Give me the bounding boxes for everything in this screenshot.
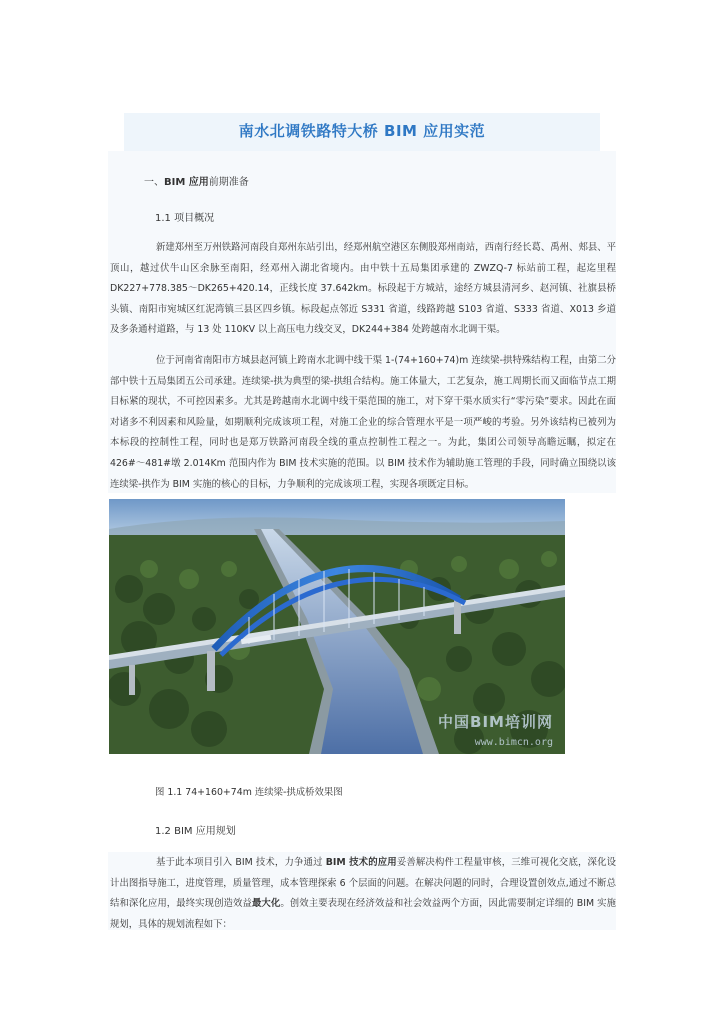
bim-planning-text-2: 妥善解决构件工程量审核，三维可视化交底，深化设计出图指导施工，进度管理，质量管理，成本管理探索 6 个层面的问题。在解决问题的同时，合理设置创效点,通过不断总结和深化应用，最终实现创造效益 <box>110 857 616 910</box>
page-title: 南水北调铁路特大桥 BIM 应用实范 <box>238 122 486 140</box>
subsection-heading-1-1: 1.1 项目概况 <box>155 213 215 224</box>
paragraph-bim-planning <box>110 853 616 935</box>
section-heading-bold: BIM 应用 <box>164 177 209 188</box>
bim-planning-bold-1: BIM 技术的应用 <box>325 857 397 868</box>
section-number: 一、 <box>144 177 164 188</box>
paragraph-bridge-structure: 位于河南省南阳市方城县赵河镇上跨南水北调中线干渠 1-(74+160+74)m 连续梁-拱特殊结构工程，由第二分部中铁十五局集团五公司承建。连续梁-拱为典型的梁-拱组合结构。施工体量大，工艺复杂，施工周期长而又面临节点工期目标紧的现状，不可控因素多。尤其是跨越南水北调中线干渠范围的施工，对下穿干渠水质实行“零污染”要求。因此在面对诸多不利因素和风险量，如期顺利完成该项工程，对施工企业的综合管理水平是一项严峻的考验。另外该结构已被列为本标段的控制性工程，同时也是郑万铁路河南段全线的重点控制性工程之一。为此，集团公司领导高瞻远瞩，拟定在 426#～481#墩 2.014Km 范围内作为 BIM 技术实施的范围。以 BIM 技术作为辅助施工管理的手段，同时确立围绕以该连续梁-拱作为 BIM 实施的核心的目标，力争顺利的完成该项工程，实现各项既定目标。 <box>110 355 616 490</box>
figure-caption: 图 1.1 74+160+74m 连续梁-拱成桥效果图 <box>155 787 343 798</box>
bim-planning-text-3: 。创效主要表现在经济效益和社会效益两个方面，因此需要制定详细的 BIM 实施规划，具体的规划流程如下： <box>110 898 616 930</box>
bridge-rendering-image <box>109 499 565 754</box>
bim-planning-text-1: 基于此本项目引入 BIM 技术，力争通过 <box>156 857 326 868</box>
section-heading-1 <box>144 173 249 188</box>
subsection-heading-1-2: 1.2 BIM 应用规划 <box>155 826 236 837</box>
paragraph-project-overview: 新建郑州至万州铁路河南段自郑州东站引出，经郑州航空港区东侧股郑州南站，西南行经长葛、禹州、郏县、平顶山，越过伏牛山区余脉至南阳，经邓州入湖北省境内。由中铁十五局集团承建的 ZWZQ-7 标站前工程，起迄里程 DK227+778.385～DK265+420.14，正线长度 37.642km。标段起于方城站，途经方城县清河乡、赵河镇、社旗县桥头镇、南阳市宛城区红泥湾镇三县区四乡镇。标段起点邻近 S331 省道，线路跨越 S103 省道、S333 省道、X013 乡道及多条通村道路，与 13 处 110KV 以上高压电力线交叉，DK244+384 处跨越南水北调干渠。 <box>110 242 616 336</box>
section-heading-rest: 前期准备 <box>208 177 249 188</box>
bim-planning-bold-2: 最大化 <box>251 898 281 910</box>
watermark-url: www.bimcn.org <box>474 737 553 748</box>
watermark-text: 中国BIM培训网 <box>438 713 553 731</box>
